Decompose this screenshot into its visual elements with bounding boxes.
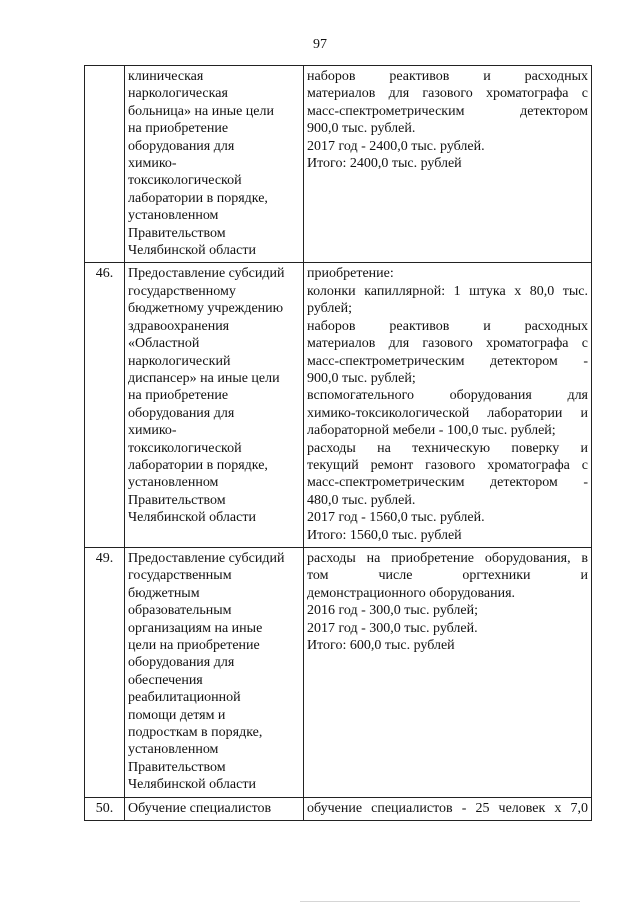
- expense-description-line: 2017 год - 1560,0 тыс. рублей.: [307, 510, 485, 526]
- measure-name-line: государственному: [128, 283, 236, 299]
- expense-description-line: 480,0 тыс. рублей.: [307, 492, 416, 508]
- measure-name-line: оборудования для: [128, 138, 235, 154]
- subsidy-table: [84, 65, 592, 821]
- expense-description-line: вспомогательного оборудования для: [307, 388, 588, 404]
- expense-description-line: 2017 год - 2400,0 тыс. рублей.: [307, 138, 485, 154]
- table-row: [85, 547, 592, 797]
- measure-name-line: лаборатории в порядке,: [128, 190, 268, 206]
- measure-name-line: лаборатории в порядке,: [128, 457, 268, 473]
- measure-name-line: токсикологической: [128, 173, 242, 189]
- expense-description-line: Итого: 600,0 тыс. рублей: [307, 638, 455, 653]
- measure-name-line: диспансер» на иные цели: [128, 370, 280, 386]
- measure-name-line: Челябинской области: [128, 243, 256, 259]
- expense-description-line: колонки капиллярной: 1 штука х 80,0 тыс.: [307, 283, 588, 299]
- scan-artifact-line: [300, 901, 580, 902]
- row-number: [85, 66, 125, 263]
- page-number: 97: [313, 37, 327, 52]
- measure-name-line: Челябинской области: [128, 777, 256, 793]
- expense-description-cell: [304, 797, 592, 820]
- expense-description-line: текущий ремонт газового хроматографа с: [307, 457, 588, 473]
- measure-name-line: оборудования для: [128, 655, 235, 671]
- row-number: 46.: [85, 263, 125, 548]
- measure-name-line: бюджетным: [128, 585, 200, 601]
- measure-name-line: обеспечения: [128, 672, 203, 688]
- measure-name-line: установленном: [128, 742, 219, 758]
- measure-name-line: на приобретение: [128, 388, 229, 404]
- expense-description-line: приобретение:: [307, 266, 394, 282]
- measure-name-line: токсикологической: [128, 440, 242, 456]
- expense-description-line: масс-спектрометрическим детектором -: [307, 475, 588, 491]
- measure-name-line: «Областной: [128, 336, 200, 352]
- expense-description-line: 900,0 тыс. рублей;: [307, 370, 416, 386]
- measure-name-line: на приобретение: [128, 121, 229, 137]
- table-row: [85, 66, 592, 263]
- measure-name-line: установленном: [128, 208, 219, 224]
- measure-name-cell: [125, 66, 304, 263]
- row-number: 49.: [85, 547, 125, 797]
- measure-name-line: Правительством: [128, 492, 226, 508]
- measure-name-cell: [125, 547, 304, 797]
- expense-description-line: обучение специалистов - 25 человек х 7,0: [307, 800, 588, 816]
- measure-name-line: химико-: [128, 423, 177, 439]
- table-row: [85, 263, 592, 548]
- expense-description-line: масс-спектрометрическим детектором: [307, 103, 588, 119]
- measure-name-line: организациям на иные: [128, 620, 263, 636]
- expense-description-line: наборов реактивов и расходных: [307, 318, 588, 334]
- measure-name-line: Обучение специалистов: [128, 800, 272, 816]
- expense-description-line: материалов для газового хроматографа с: [307, 336, 588, 352]
- expense-description-line: 900,0 тыс. рублей.: [307, 121, 416, 137]
- expense-description-line: том числе оргтехники и: [307, 568, 588, 584]
- measure-name-cell: [125, 263, 304, 548]
- measure-name-line: реабилитационной: [128, 690, 241, 706]
- measure-name-line: цели на приобретение: [128, 638, 260, 653]
- expense-description-line: расходы на техническую поверку и: [307, 440, 588, 456]
- expense-description-line: расходы на приобретение оборудования, в: [307, 550, 588, 566]
- expense-description-line: рублей;: [307, 301, 352, 317]
- expense-description-line: лабораторной мебели - 100,0 тыс. рублей;: [307, 423, 556, 439]
- expense-description-line: наборов реактивов и расходных: [307, 69, 588, 84]
- measure-name-line: оборудования для: [128, 405, 235, 421]
- measure-name-line: Предоставление субсидий: [128, 266, 285, 282]
- measure-name-line: государственным: [128, 568, 232, 584]
- expense-description-line: 2017 год - 300,0 тыс. рублей.: [307, 620, 478, 636]
- measure-name-line: химико-: [128, 156, 177, 172]
- measure-name-line: образовательным: [128, 603, 232, 619]
- expense-description-line: 2016 год - 300,0 тыс. рублей;: [307, 603, 479, 619]
- measure-name-line: больница» на иные цели: [128, 103, 274, 119]
- measure-name-cell: [125, 797, 304, 820]
- measure-name-line: Правительством: [128, 225, 226, 241]
- measure-name-line: наркологический: [128, 353, 231, 369]
- measure-name-line: бюджетному учреждению: [128, 301, 284, 317]
- measure-name-line: наркологическая: [128, 86, 228, 102]
- measure-name-line: Предоставление субсидий: [128, 550, 285, 566]
- table-row: [85, 797, 592, 820]
- expense-description-line: масс-спектрометрическим детектором -: [307, 353, 588, 369]
- expense-description-line: химико-токсикологической лаборатории и: [307, 405, 588, 421]
- measure-name-line: подросткам в порядке,: [128, 725, 263, 741]
- measure-name-line: здравоохранения: [128, 318, 230, 334]
- expense-description-cell: [304, 263, 592, 548]
- measure-name-line: Правительством: [128, 759, 226, 775]
- expense-description-line: Итого: 1560,0 тыс. рублей: [307, 527, 462, 543]
- expense-description-line: материалов для газового хроматографа с: [307, 86, 588, 102]
- expense-description-cell: [304, 547, 592, 797]
- expense-description-cell: [304, 66, 592, 263]
- measure-name-line: клиническая: [128, 69, 204, 84]
- measure-name-line: помощи детям и: [128, 707, 226, 723]
- row-number: 50.: [85, 797, 125, 820]
- measure-name-line: установленном: [128, 475, 219, 491]
- expense-description-line: Итого: 2400,0 тыс. рублей: [307, 156, 462, 172]
- measure-name-line: Челябинской области: [128, 510, 256, 526]
- expense-description-line: демонстрационного оборудования.: [307, 585, 516, 601]
